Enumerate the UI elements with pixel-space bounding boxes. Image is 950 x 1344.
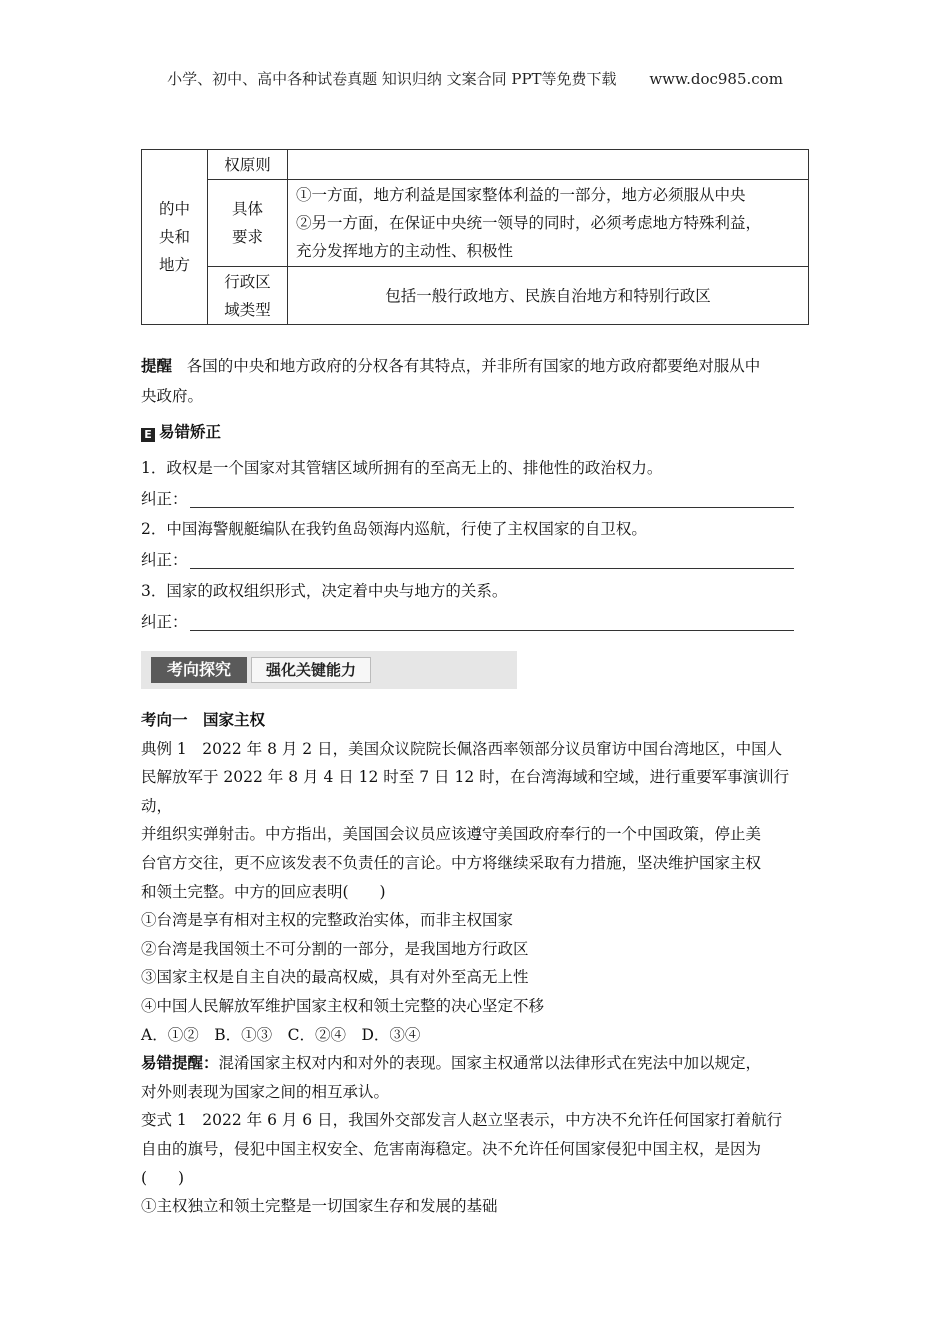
correction-line-2[interactable] [190,550,794,569]
row2-label: 具体 要求 [208,180,288,267]
row3-content: 包括一般行政地方、民族自治地方和特别行政区 [288,267,809,325]
option-4: ④中国人民解放军维护国家主权和领土完整的决心坚定不移 [141,996,545,1015]
correction-label-1: 纠正： [141,490,188,508]
variant-line-3: ( ) [141,1168,185,1187]
header-url[interactable]: www.doc985.com [649,70,783,88]
section-banner [141,651,517,689]
example-line-2: 民解放军于 2022 年 8 月 4 日 12 时至 7 日 12 时，在台湾海域和空域，进行重要军事演训行动， [141,768,790,815]
row1-label: 权原则 [208,150,288,180]
error-item-2: 2．中国海警舰艇编队在我钓鱼岛领海内巡航，行使了主权国家的自卫权。 [141,520,647,538]
option-2: ②台湾是我国领土不可分割的一部分，是我国地方行政区 [141,939,529,958]
tip-text-2: 央政府。 [141,387,204,405]
correction-label-2: 纠正： [141,551,188,569]
correction-line-3[interactable] [190,612,794,631]
banner-left: 考向探究 [151,657,247,683]
example-line-1: 典例 1 2022 年 8 月 2 日，美国众议院院长佩洛西率领部分议员窜访中国台湾地区，中国人 [141,739,783,758]
error-item-1: 1．政权是一个国家对其管辖区域所拥有的至高无上的、排他性的政治权力。 [141,459,663,477]
example-line-3: 并组织实弹射击。中方指出，美国国会议员应该遵守美国政府奉行的一个中国政策，停止美 [141,825,762,844]
example-line-4: 台官方交往，更不应该发表不负责任的言论。中方将继续采取有力措施，坚决维护国家主权 [141,853,762,872]
topic-title: 考向一 国家主权 [141,710,266,729]
option-1: ①台湾是享有相对主权的完整政治实体，而非主权国家 [141,911,514,930]
section-e-icon: E [141,428,155,442]
page-header [0,68,950,89]
error-item-3: 3．国家的政权组织形式，决定着中央与地方的关系。 [141,582,508,600]
error-section-title: E 易错矫正 [141,417,813,447]
row2-content: ①一方面，地方利益是国家整体利益的一部分，地方必须服从中央 ②另一方面，在保证中央统一领导的同时，必须考虑地方特殊利益， 充分发挥地方的主动性、积极性 [288,180,809,267]
tip-text: 各国的中央和地方政府的分权各有其特点，并非所有国家的地方政府都要绝对服从中 [186,357,761,375]
option-3: ③国家主权是自主自决的最高权威，具有对外至高无上性 [141,968,529,987]
answer-choices: A．①② B．①③ C．②④ D．③④ [141,1025,421,1044]
correction-label-3: 纠正： [141,613,188,631]
tip-label: 提醒 [141,356,173,375]
variant-line-2: 自由的旗号，侵犯中国主权安全、危害南海稳定。决不允许任何国家侵犯中国主权，是因为 [141,1139,762,1158]
warning-label: 易错提醒： [141,1053,219,1073]
tip-paragraph [141,351,813,411]
correction-line-1[interactable] [190,489,794,508]
topic-body [141,706,813,1221]
row3-label: 行政区 域类型 [208,267,288,325]
central-local-table [141,149,809,325]
variant-line-1: 变式 1 2022 年 6 月 6 日，我国外交部发言人赵立坚表示，中方决不允许任何国家打着航行 [141,1111,783,1130]
example-line-5: 和领土完整。中方的回应表明( ) [141,882,386,901]
banner-right: 强化关键能力 [251,657,371,683]
row1-content [288,150,809,180]
warning-line-1: 易错提醒：混淆国家主权对内和对外的表现。国家主权通常以法律形式在宪法中加以规定， [141,1053,762,1073]
table-left-head: 的中 央和 地方 [142,150,208,325]
warning-line-2: 对外则表现为国家之间的相互承认。 [141,1082,390,1101]
header-text: 小学、初中、高中各种试卷真题 知识归纳 文案合同 PPT等免费下载 [167,70,617,88]
variant-line-4: ①主权独立和领土完整是一切国家生存和发展的基础 [141,1197,498,1216]
